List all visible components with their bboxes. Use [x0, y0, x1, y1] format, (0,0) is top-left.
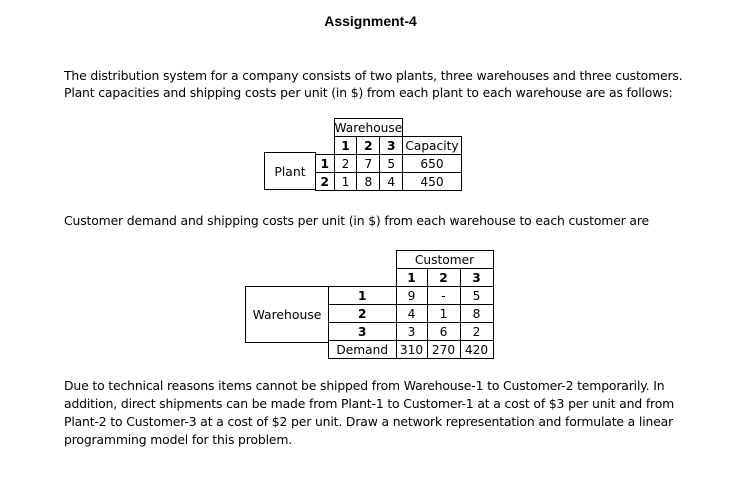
warehouse-col-header: 2: [357, 137, 380, 155]
middle-text: Customer demand and shipping costs per unit (in $) from each warehouse to each customer are: [64, 213, 649, 228]
capacity-cell: 450: [403, 173, 462, 191]
warehouse-label: Warehouse: [252, 307, 322, 322]
cost-cell: 5: [380, 155, 403, 173]
warehouse-row-label: 3: [329, 323, 397, 341]
intro-line: The distribution system for a company consists of two plants, three warehouses and three customers.: [64, 68, 683, 83]
warehouse-group-header: Warehouse: [334, 120, 403, 135]
closing-line: programming model for this problem.: [64, 432, 293, 447]
plant-row-label: 2: [316, 173, 335, 191]
cost-cell: 9: [396, 287, 427, 305]
plant-warehouse-table: [315, 118, 462, 191]
intro-paragraph: [64, 67, 704, 101]
intro-line: Plant capacities and shipping costs per unit (in $) from each plant to each warehouse are as follows:: [64, 85, 673, 100]
closing-line: Due to technical reasons items cannot be shipped from Warehouse-1 to Customer-2 temporarily. In: [64, 378, 665, 393]
plant-row-label: 1: [316, 155, 335, 173]
demand-cell: 310: [396, 341, 427, 359]
cost-cell: 1: [334, 173, 357, 191]
cost-cell: 1: [427, 305, 460, 323]
table-row: [316, 155, 462, 173]
demand-cell: 420: [460, 341, 493, 359]
cost-cell: -: [427, 287, 460, 305]
warehouse-row-label: 1: [329, 287, 397, 305]
plant-label-cell: [264, 152, 316, 190]
cost-cell: 5: [460, 287, 493, 305]
customer-group-header: Customer: [396, 251, 493, 269]
warehouse-col-header: 1: [334, 137, 357, 155]
table-row: [316, 173, 462, 191]
capacity-cell: 650: [403, 155, 462, 173]
closing-line: addition, direct shipments can be made from Plant-1 to Customer-1 at a cost of $3 per unit and from: [64, 396, 675, 411]
table-row: [329, 305, 494, 323]
cost-cell: 7: [357, 155, 380, 173]
warehouse-row-label: 2: [329, 305, 397, 323]
cost-cell: 3: [396, 323, 427, 341]
cost-cell: 4: [380, 173, 403, 191]
cost-cell: 6: [427, 323, 460, 341]
cost-cell: 2: [460, 323, 493, 341]
demand-row: [329, 341, 494, 359]
demand-label: Demand: [329, 341, 397, 359]
table-row: [329, 287, 494, 305]
page-title: Assignment-4: [324, 13, 417, 29]
cost-cell: 8: [460, 305, 493, 323]
capacity-header: Capacity: [403, 137, 462, 155]
customer-col-header: 3: [460, 269, 493, 287]
cost-cell: 8: [357, 173, 380, 191]
warehouse-customer-table: [328, 250, 494, 359]
demand-cell: 270: [427, 341, 460, 359]
cost-cell: 4: [396, 305, 427, 323]
customer-col-header: 1: [396, 269, 427, 287]
closing-line: Plant-2 to Customer-3 at a cost of $2 per unit. Draw a network representation and formulate a linear: [64, 414, 674, 429]
closing-paragraph: [64, 377, 704, 449]
customer-col-header: 2: [427, 269, 460, 287]
warehouse-col-header: 3: [380, 137, 403, 155]
table-row: [329, 323, 494, 341]
cost-cell: 2: [334, 155, 357, 173]
warehouse-label-cell: [245, 286, 329, 343]
plant-label: Plant: [274, 163, 306, 179]
